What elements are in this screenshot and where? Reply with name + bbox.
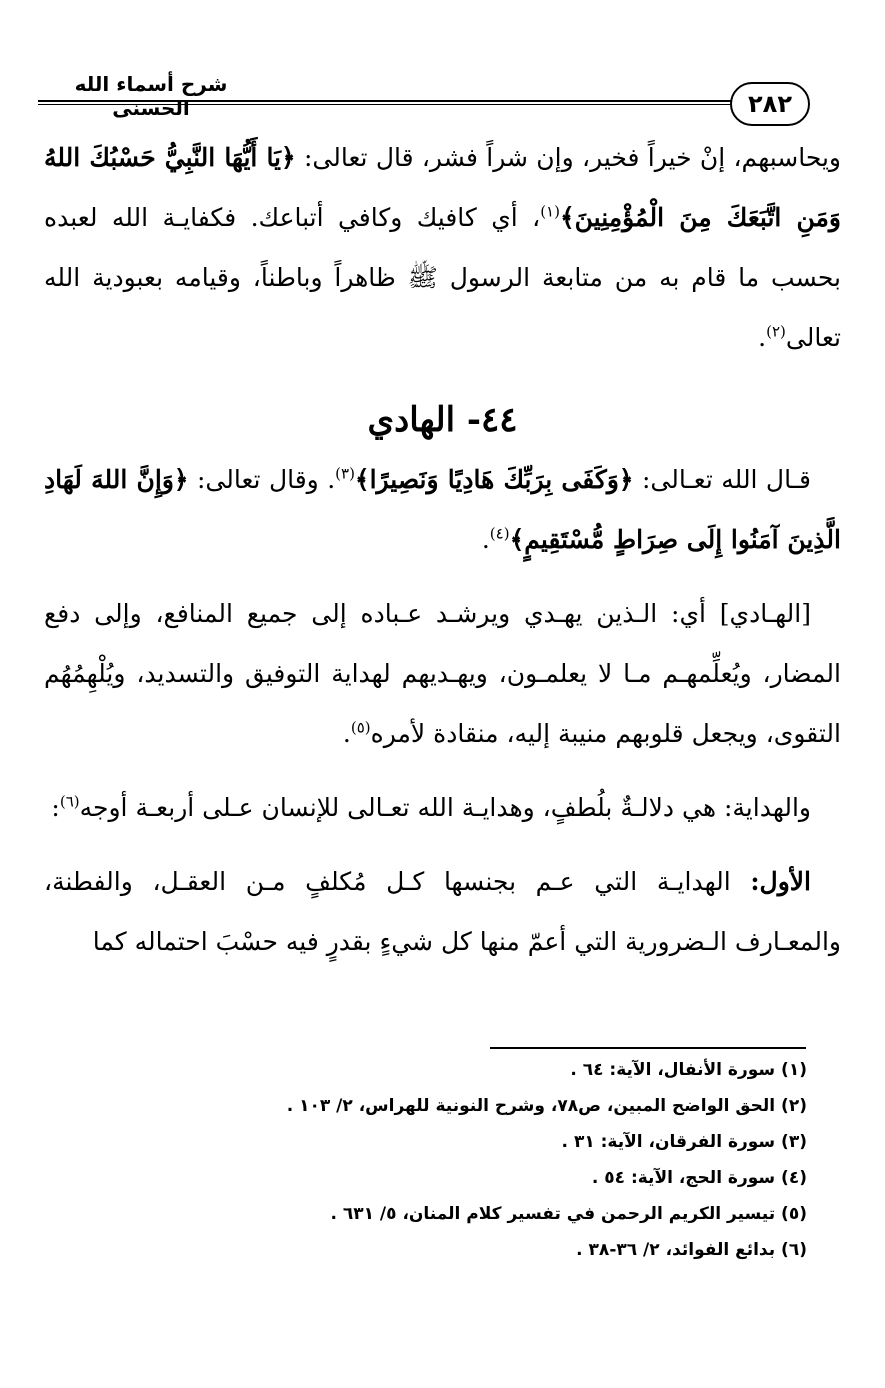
footnote-ref-4[interactable]: (٤) xyxy=(489,524,510,543)
p3-text-1: [الهـادي] أي: الـذين يهـدي ويرشـد عـباده إلى جميع المنافع، وإلى دفع المضار، ويُعلِّمهـم مـا لا يعلمـون، ويهـديهم لهداية التوفيق والتسديد، ويُلْهِمُهُم التقوى، ويجعل قلوبهم منيبة إليه، منقادة لأمره xyxy=(44,599,841,748)
paragraph-3 xyxy=(44,584,841,764)
header-rule xyxy=(38,100,777,102)
footnote-ref-2[interactable]: (٢) xyxy=(766,322,786,341)
footnote-ref-6[interactable]: (٦) xyxy=(59,792,80,811)
p2-text-1: قـال الله تعـالى: xyxy=(633,465,811,494)
footnotes-list xyxy=(44,1052,807,1268)
p4-text-1: والهداية: هي دلالـةٌ بلُطفٍ، وهدايـة الله تعـالى للإنسان عـلى أربعـة أوجه xyxy=(79,793,811,822)
footnote-item: (١) سورة الأنفال، الآية: ٦٤ . xyxy=(570,1060,807,1080)
paragraph-2 xyxy=(44,450,841,570)
p1-text-2: ، أي كافيك وكافي أتباعك. فكفايـة الله لعبده بحسب ما قام به من متابعة الرسول ﷺ ظاهراً وباطناً، وقيامه بعبودية الله تعالى xyxy=(44,203,841,352)
footnote-item: (٤) سورة الحج، الآية: ٥٤ . xyxy=(591,1168,807,1188)
paragraph-5 xyxy=(44,852,841,972)
section-title: ٤٤- الهادي xyxy=(367,400,518,440)
paragraph-1 xyxy=(44,128,841,368)
main-text xyxy=(44,128,841,972)
p2-text-3: . xyxy=(481,525,490,554)
p5-lead: الأول: xyxy=(750,867,811,896)
running-title: شرح أسماء الله الحسنى xyxy=(74,72,228,120)
p2-text-2: . وقال تعالى: xyxy=(188,465,336,494)
quran-verse-2: ﴿وَكَفَى بِرَبِّكَ هَادِيًا وَنَصِيرًا﴾ xyxy=(354,465,634,494)
quran-verse-1: ﴿يَا أَيُّهَا النَّبِيُّ حَسْبُكَ اللهُ وَمَنِ اتَّبَعَكَ مِنَ الْمُؤْمِنِينَ﴾ xyxy=(44,143,841,232)
p1-text-1: ويحاسبهم، إنْ خيراً فخير، وإن شراً فشر، قال تعالى: xyxy=(295,143,841,172)
quran-verse-3: ﴿وَإِنَّ اللهَ لَهَادِ الَّذِينَ آمَنُوا إِلَى صِرَاطٍ مُّسْتَقِيمٍ﴾ xyxy=(44,465,841,554)
footnote-ref-1[interactable]: (١) xyxy=(540,202,560,221)
p3-text-2: . xyxy=(342,719,351,748)
footnote-item: (٣) سورة الفرقان، الآية: ٣١ . xyxy=(561,1132,807,1152)
footnote-item: (٥) تيسير الكريم الرحمن في تفسير كلام المنان، ٥/ ٦٣١ . xyxy=(330,1204,807,1224)
header-rule-secondary xyxy=(38,104,777,105)
footnote-separator xyxy=(490,1047,806,1049)
footnote-item: (٦) بدائع الفوائد، ٢/ ٣٦-٣٨ . xyxy=(576,1240,807,1260)
paragraph-4 xyxy=(44,778,841,838)
p5-text-1: الهدايـة التي عـم بجنسها كـل مُكلفٍ مـن العقـل، والفطنة، والمعـارف الـضرورية التي أعمّ منها كل شيءٍ بقدرٍ فيه حسْبَ احتماله كما xyxy=(44,867,841,956)
footnote-ref-5[interactable]: (٥) xyxy=(350,718,371,737)
footnote-item: (٢) الحق الواضح المبين، ص٧٨، وشرح النونية للهراس، ٢/ ١٠٣ . xyxy=(286,1096,807,1116)
p1-text-3: . xyxy=(758,323,767,352)
page-number: ٢٨٢ xyxy=(730,82,810,126)
p4-text-2: : xyxy=(51,793,60,822)
footnote-ref-3[interactable]: (٣) xyxy=(335,464,355,483)
